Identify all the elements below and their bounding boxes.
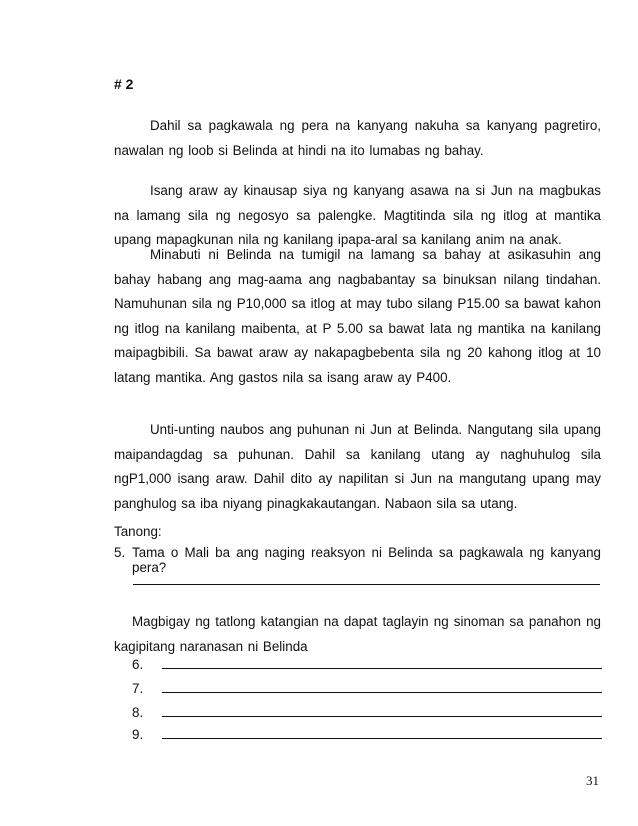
instruction-text: Magbigay ng tatlong katangian na dapat taglayin ng sinoman sa panahon ng kagipitang naranasan ni Belinda	[114, 614, 601, 654]
answer-line-6[interactable]	[162, 654, 602, 669]
page-number: 31	[586, 773, 599, 788]
answer-item-9	[132, 722, 602, 742]
questions-label: Tanong:	[114, 524, 162, 539]
item-8-number: 8.	[132, 705, 144, 720]
item-6-number: 6.	[132, 657, 144, 672]
paragraph-4: Unti-unting naubos ang puhunan ni Jun at Belinda. Nangutang sila upang maipandagdag sa puhunan. Dahil sa kanilang utang ay naghuhulog sila ngP1,000 isang araw. Dahil dito ay napilitan si Jun na mangutang upang may panghulog sa iba niyang pinagkakautangan. Nabaon sila sa utang.	[114, 422, 601, 511]
section-heading: # 2	[114, 76, 134, 92]
question-5-number: 5.	[114, 545, 126, 560]
answer-line-7[interactable]	[162, 678, 602, 693]
paragraph-3: Minabuti ni Belinda na tumigil na lamang sa bahay at asikasuhin ang bahay habang ang mag-aama ang nagbabantay sa binuksan nilang tindahan. Namuhunan sila ng P10,000 sa itlog at may tubo silang P15.00 sa bawat kahon ng itlog na kanilang maibenta, at P 5.00 sa bawat lata ng mantika na kanilang maipagbibili. Sa bawat araw ay nakapagbebenta sila ng 20 kahong itlog at 10 latang mantika. Ang gastos nila sa isang araw ay P400.	[114, 247, 601, 385]
item-7-number: 7.	[132, 681, 144, 696]
answer-item-8	[132, 700, 602, 720]
answer-item-6	[132, 652, 602, 672]
paragraph-2: Isang araw ay kinausap siya ng kanyang asawa na si Jun na magbukas na lamang sila ng negosyo sa palengke. Magtitinda sila ng itlog at mantika upang mapagkunan nila ng kanilang ipapa-aral sa kanilang anim na anak.	[114, 183, 601, 248]
question-5-row	[114, 545, 601, 575]
item-9-number: 9.	[132, 727, 144, 742]
question-5	[114, 545, 601, 575]
answer-line-5[interactable]	[133, 584, 600, 585]
paragraph-1: Dahil sa pagkawala ng pera na kanyang nakuha sa kanyang pagretiro, nawalan ng loob si Belinda at hindi na ito lumabas ng bahay.	[114, 118, 601, 158]
question-5-text: Tama o Mali ba ang naging reaksyon ni Belinda sa pagkawala ng kanyang pera?	[132, 545, 601, 575]
answer-line-9[interactable]	[162, 724, 602, 739]
answer-item-7	[132, 676, 602, 696]
answer-line-8[interactable]	[162, 702, 602, 717]
